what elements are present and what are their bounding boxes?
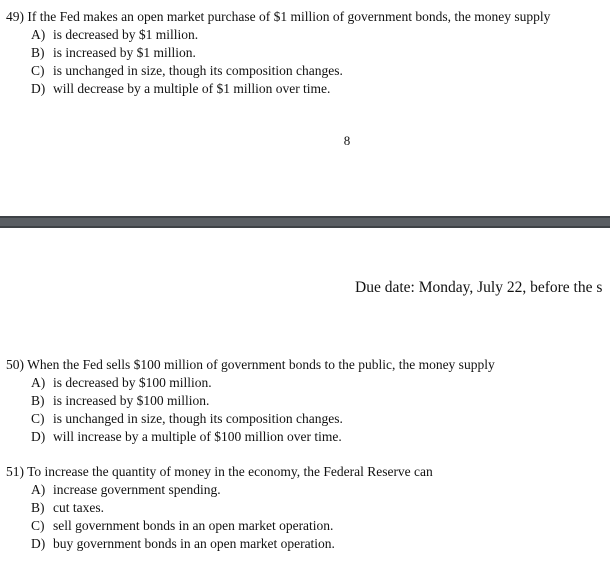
answer-option-c: C) sell government bonds in an open market operation. [31,518,334,533]
answer-option-d: D) will increase by a multiple of $100 million over time. [31,429,342,444]
answer-option-b: B) is increased by $1 million. [31,45,196,60]
page-divider [0,216,610,228]
page-number: 8 [343,133,351,148]
question-stem: 49) If the Fed makes an open market purchase of $1 million of government bonds, the money supply [6,9,551,24]
question-50 [6,356,495,446]
answer-option-a: A) is decreased by $100 million. [31,375,212,390]
answer-option-a: A) is decreased by $1 million. [31,27,199,42]
question-51 [6,463,433,553]
answer-option-d: D) will decrease by a multiple of $1 million over time. [31,81,331,96]
answer-option-b: B) is increased by $100 million. [31,393,210,408]
due-date-header: Due date: Monday, July 22, before the s [355,279,603,296]
answer-option-c: C) is unchanged in size, though its composition changes. [31,411,343,426]
answer-option-b: B) cut taxes. [31,500,104,515]
answer-option-d: D) buy government bonds in an open market operation. [31,536,335,551]
answer-option-a: A) increase government spending. [31,482,221,497]
question-stem: 50) When the Fed sells $100 million of government bonds to the public, the money supply [6,357,495,372]
answer-option-c: C) is unchanged in size, though its composition changes. [31,63,343,78]
question-49 [6,8,550,98]
question-stem: 51) To increase the quantity of money in the economy, the Federal Reserve can [6,464,433,479]
